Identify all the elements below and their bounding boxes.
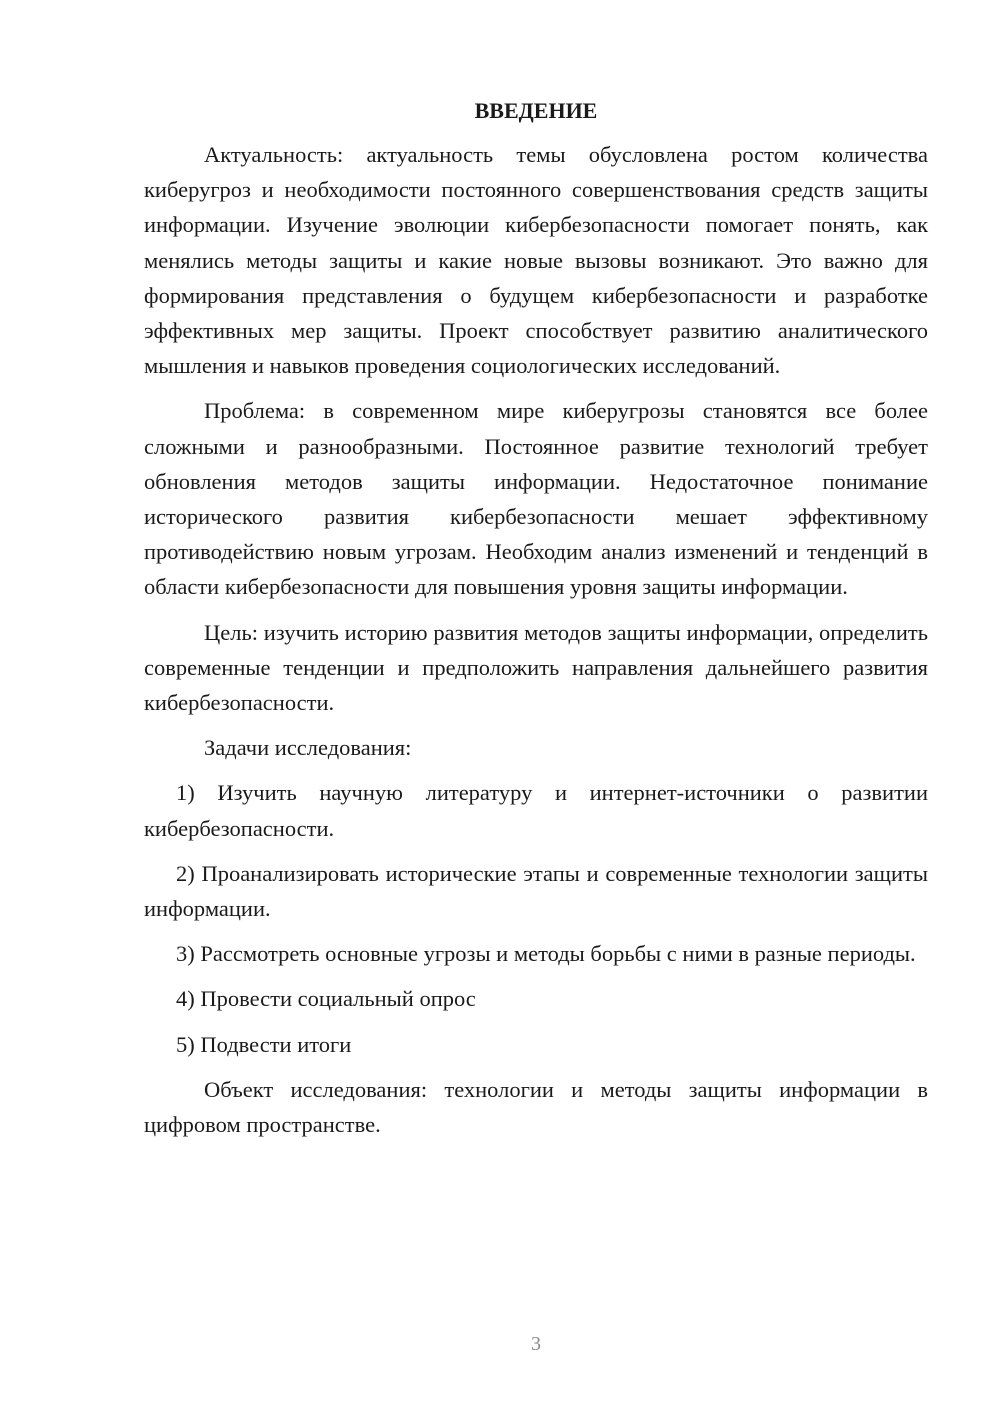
task-item-1: 1) Изучить научную литературу и интернет-источники о развитии кибербезопасности.	[144, 780, 928, 841]
page-content	[144, 95, 928, 1142]
task-item-2: 2) Проанализировать исторические этапы и современные технологии защиты информации.	[144, 860, 928, 922]
tasks-title: Задачи исследования:	[204, 735, 412, 761]
task-item-4: 4) Провести социальный опрос	[176, 986, 476, 1012]
task-item-5: 5) Подвести итоги	[176, 1031, 352, 1057]
object-paragraph: Объект исследования: технологии и методы защиты информации в цифровом пространстве.	[144, 1076, 928, 1138]
problem-paragraph: Проблема: в современном мире киберугрозы становятся все более сложными и разнообразными. Постоянное развитие технологий требует обновления методов защиты информации. Недостаточное понимание исторического развития кибербезопасности мешает эффективному противодействию новым угрозам. Необходим анализ изменений и тенденций в области кибербезопасности для повышения уровня защиты информации.	[144, 398, 928, 600]
goal-paragraph: Цель: изучить историю развития методов защиты информации, определить современные тенденции и предположить направления дальнейшего развития кибербезопасности.	[144, 619, 928, 716]
task-item-3: 3) Рассмотреть основные угрозы и методы борьбы с ними в разные периоды.	[176, 941, 916, 967]
page-heading: ВВЕДЕНИЕ	[474, 98, 598, 123]
relevance-paragraph: Актуальность: актуальность темы обусловлена ростом количества киберугроз и необходимости постоянного совершенствования средств защиты информации. Изучение эволюции кибербезопасности помогает понять, как менялись методы защиты и какие новые вызовы возникают. Это важно для формирования представления о будущем кибербезопасности и разработке эффективных мер защиты. Проект способствует развитию аналитического мышления и навыков проведения социологических исследований.	[144, 142, 928, 379]
page-number: 3	[531, 1333, 541, 1355]
